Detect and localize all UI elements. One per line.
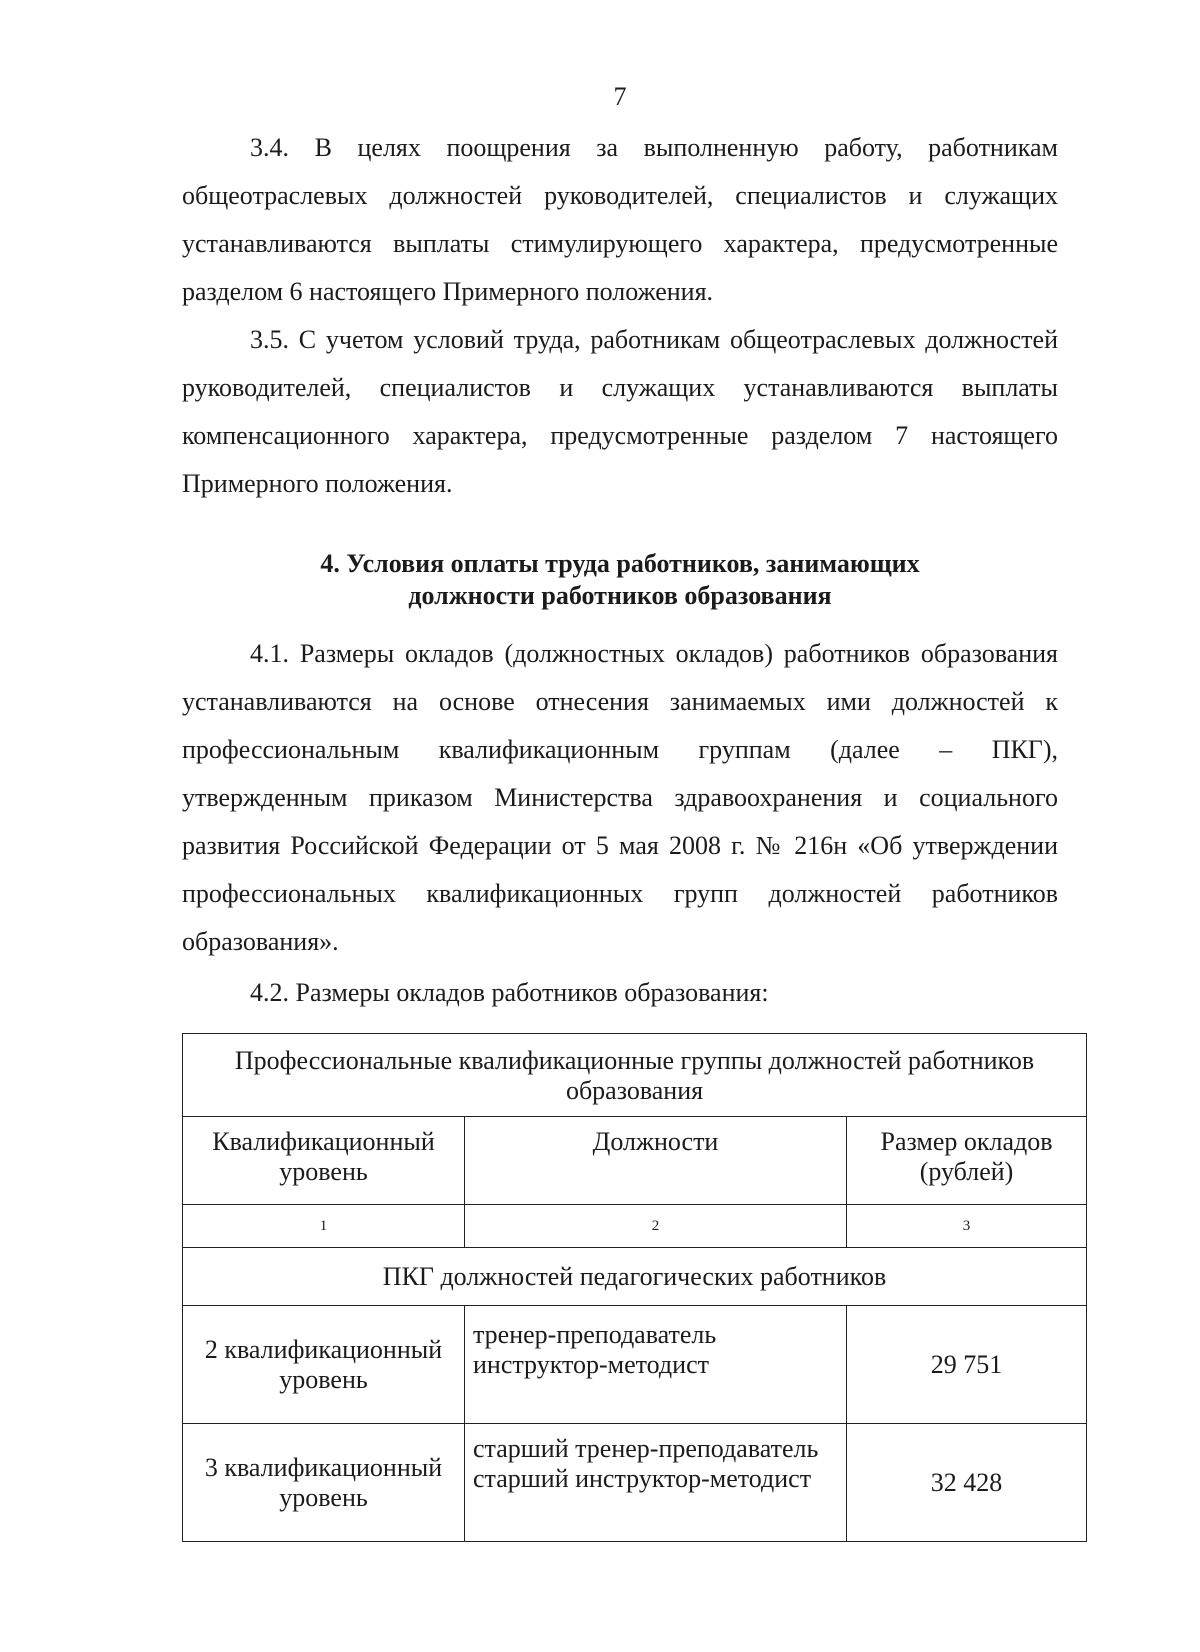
position-item: инструктор-методист bbox=[473, 1350, 709, 1379]
table-row bbox=[183, 1424, 1087, 1542]
row-level: 2 квалификационный уровень bbox=[183, 1306, 465, 1424]
row-positions bbox=[465, 1424, 847, 1542]
position-item: старший инструктор-методист bbox=[473, 1464, 812, 1493]
position-item: старший тренер-преподаватель bbox=[473, 1434, 819, 1463]
group-title-row bbox=[183, 1248, 1087, 1306]
column-number-row bbox=[183, 1205, 1087, 1248]
table-header-row bbox=[183, 1117, 1087, 1205]
column-number-2: 2 bbox=[465, 1205, 847, 1248]
salary-table bbox=[182, 1033, 1087, 1542]
row-level: 3 квалификационный уровень bbox=[183, 1424, 465, 1542]
row-positions bbox=[465, 1306, 847, 1424]
header-salary: Размер окладов (рублей) bbox=[847, 1117, 1087, 1205]
page-number: 7 bbox=[613, 82, 627, 111]
header-positions: Должности bbox=[465, 1117, 847, 1205]
table-title: Профессиональные квалификационные группы должностей работников образования bbox=[183, 1034, 1087, 1117]
paragraph-4-1: 4.1. Размеры окладов (должностных окладов) работников образования устанавливаются на основе отнесения занимаемых ими должностей к профессиональным квалификационным группам (далее – ПКГ), утвержденным приказом Министерства здравоохранения и социального развития Российской Федерации от 5 мая 2008 г. № 216н «Об утверждении профессиональных квалификационных групп должностей работников образования». bbox=[182, 639, 1058, 956]
row-salary: 29 751 bbox=[847, 1306, 1087, 1424]
section-heading-line-2: должности работников образования bbox=[408, 581, 832, 610]
column-number-3: 3 bbox=[847, 1205, 1087, 1248]
row-salary: 32 428 bbox=[847, 1424, 1087, 1542]
position-item: тренер-преподаватель bbox=[473, 1320, 717, 1349]
section-heading bbox=[182, 548, 1058, 612]
paragraph-3-5: 3.5. С учетом условий труда, работникам общеотраслевых должностей руководителей, специалистов и служащих устанавливаются выплаты компенсационного характера, предусмотренные разделом 7 настоящего Примерного положения. bbox=[182, 325, 1058, 498]
paragraph-3-4: 3.4. В целях поощрения за выполненную работу, работникам общеотраслевых должностей руководителей, специалистов и служащих устанавливаются выплаты стимулирующего характера, предусмотренные разделом 6 настоящего Примерного положения. bbox=[182, 133, 1058, 306]
paragraph-4-2: 4.2. Размеры окладов работников образования: bbox=[250, 978, 769, 1007]
table-row bbox=[183, 1306, 1087, 1424]
column-number-1: 1 bbox=[183, 1205, 465, 1248]
header-level: Квалификационный уровень bbox=[183, 1117, 465, 1205]
table-title-row bbox=[183, 1034, 1087, 1117]
group-title: ПКГ должностей педагогических работников bbox=[183, 1248, 1087, 1306]
section-heading-line-1: 4. Условия оплаты труда работников, занимающих bbox=[320, 549, 920, 578]
